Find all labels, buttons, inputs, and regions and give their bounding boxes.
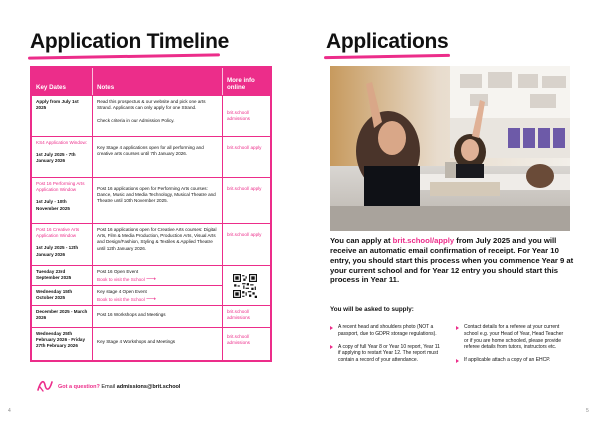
open-events-group [32, 265, 270, 305]
row-dates: December 2025 - March 2026 [36, 309, 88, 321]
list-item: If applicable attach a copy of an EHCP. [456, 357, 568, 364]
row-window-label: Post 16 Creative Arts Application Window [36, 227, 80, 239]
qr-code-icon[interactable] [233, 274, 257, 298]
title-underline [28, 53, 220, 59]
row-dates: Tuesday 23rd September 2025 [36, 269, 72, 281]
header-key-dates: Key Dates [36, 84, 66, 91]
row-dates: Wednesday 25th February 2026 - Friday 27th February 2026 [36, 331, 86, 349]
supply-heading: You will be asked to supply: [330, 306, 414, 313]
right-page [300, 0, 600, 425]
scribble-icon [36, 378, 54, 394]
question-lead: Got a question? [58, 384, 100, 390]
intro-paragraph [330, 236, 578, 285]
row-notes: Post 16 applications open for Creative Arts courses: Digital Arts, Film & Media Production, Production Arts, Visual Arts and Design/Fashion, Styling & Textiles & Applied Theatre until 12th January 2026. [92, 224, 222, 265]
row-dates: 1st July 2025 - 7th January 2026 [36, 152, 76, 164]
row-notes: Key Stage 4 applications open for all performing and creative arts courses until 7th January 2026. [92, 137, 222, 177]
more-info-link[interactable]: brit.school/ apply [222, 137, 266, 177]
table-row [32, 305, 270, 327]
page-title: Application Timeline [30, 30, 229, 53]
page-title: Applications [326, 30, 449, 53]
title-underline [324, 54, 450, 59]
row-notes: Key stage 4 Open Event [97, 289, 147, 294]
book-visit-link[interactable]: Book to visit the School [97, 297, 145, 303]
row-notes-extra: Check criteria in our Admission Policy. [97, 117, 175, 123]
more-info-link[interactable]: brit.school/ admissions [222, 328, 266, 360]
row-notes: Post 16 Open Event [97, 269, 139, 274]
row-window-label: KS4 Application Window: [36, 140, 88, 145]
contact-line [58, 384, 180, 390]
row-notes: Post 16 Workshops and Meetings [92, 306, 222, 327]
intro-a: You can apply at [330, 236, 393, 245]
apply-link[interactable]: brit.school/apply [392, 236, 455, 245]
question-text: Email [101, 384, 116, 390]
more-info-link[interactable]: brit.school/ apply [222, 224, 266, 265]
page-number: 5 [586, 408, 589, 414]
list-item: Contact details for a referee at your current school e.g. your Head of Year, Head Teacher or if you are home schooled, please provide referee details from tutors, instructors etc. [456, 324, 568, 351]
table-row [32, 136, 270, 177]
email-link[interactable]: admissions@brit.school [116, 384, 181, 390]
more-info-link[interactable]: brit.school/ apply [222, 178, 266, 223]
classroom-photo [330, 66, 570, 231]
page-number: 4 [8, 408, 11, 414]
row-dates: Apply from July 1st 2025 [36, 99, 79, 111]
arrow-right-icon: ⟶ [146, 296, 157, 304]
more-info-link[interactable]: brit.school/ admissions [222, 306, 266, 327]
row-notes: Key Stage 4 Workshops and Meetings [92, 328, 222, 360]
header-more-info: More info online [222, 68, 266, 95]
timeline-table [30, 66, 272, 362]
intro-b: from July 2025 and you will receive an automatic email confirmation of receipt. For Year 10 entry, you should start this process when you commence Year 9 at your current school and for Year 12 entry you should start this process in Year 11. [330, 236, 574, 285]
table-row [32, 95, 270, 136]
header-notes: Notes [92, 68, 222, 95]
row-dates: 1st July - 10th November 2025 [36, 199, 70, 211]
list-item: A recent head and shoulders photo (NOT a passport, due to GDPR storage regulations). [330, 324, 442, 338]
table-row [32, 177, 270, 223]
row-dates: 1st July 2025 - 12th January 2026 [36, 245, 79, 257]
table-row [32, 327, 270, 360]
supply-list-left [330, 324, 442, 370]
row-window-label: Post 16 Performing Arts Application Window [36, 181, 85, 193]
list-item: A copy of full Year 8 or Year 10 report, Year 11 if applying to restart Year 12. The report must contain a record of your attendance. [330, 344, 442, 364]
arrow-right-icon: ⟶ [146, 276, 157, 284]
table-row [32, 266, 222, 285]
more-info-link[interactable]: brit.school/ admissions [222, 96, 266, 136]
row-notes: Read this prospectus & our website and pick one arts Strand. Applicants can only apply for one Strand. [97, 99, 206, 111]
table-row [32, 285, 222, 305]
table-header [32, 68, 270, 95]
table-row [32, 223, 270, 265]
row-dates: Wednesday 15th October 2025 [36, 289, 73, 301]
supply-list-right [456, 324, 568, 370]
book-visit-link[interactable]: Book to visit the School [97, 277, 145, 283]
row-notes: Post 16 applications open for Performing Arts courses: Dance, Music and Media Technology, Musical Theatre and Theatre until 10th November 2025. [92, 178, 222, 223]
